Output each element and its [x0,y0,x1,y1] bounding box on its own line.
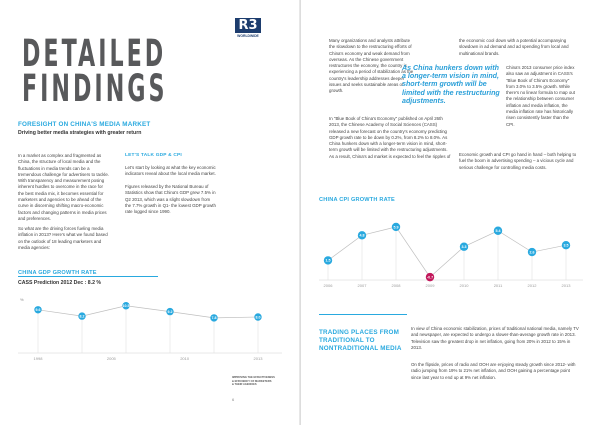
right-col2-para3: Economic growth and CPI go hand in hand – both helping to fuel the boom in advertising spending – a vicious cycle and serious challenge for controlling media costs. [459,152,577,170]
cpi-point-label: 4.8 [359,233,365,238]
cpi-tick-label: 2010 [459,283,469,288]
trading-para2: On the flipside, prices of radio and OOH are enjoying steady growth since 2012- with radio jumping from 19% to 21% net inflation, and OOH gaining a percentage point since last year to end up at 9% net inflation. [411,362,576,380]
trading-rule [319,314,407,315]
gdp-tick-label: 2005 [106,356,116,361]
r3-logo: R3 [235,18,261,33]
right-col1-para1: Many organizations and analysts attribute the slowdown to the restructuring efforts of China's economy and weak demand from overseas. As the Chinese government restructures the economy, the country is experiencing a period of stabilization as the country's leadership addresses deeper issues and seeks sustainable areas of growth. [329,38,414,94]
pull-quote: As China hunkers down with a longer-term vision in mind, short-term growth will be limited with the restructuring adjustments. [402,64,500,105]
gdp-point-label: 8.2 [79,314,85,319]
cpi-tick-label: 2007 [357,283,367,288]
page-number: 6 [232,397,235,402]
left-col2-para1: Let's start by looking at what the key economic indicators reveal about the local media market. [125,165,216,177]
gdp-point-label: 9.2 [167,309,173,314]
cpi-point-label: 5.9 [393,225,399,230]
gdp-point-label: 9.6 [35,308,41,313]
footer-line2: & EFFICIENCY OF MARKETERS [232,379,272,383]
trading-para1: In view of China economic stabilization, prices of traditional national media, namely TV and newspaper, are expected to undergo a slower-than-average growth rate in 2013. Television saw the greatest drop in net inflation, going from 20% in 2012 to 15% in 2013. [411,326,579,350]
cpi-point-label: 5.4 [495,229,501,234]
cpi-tick-label: 2011 [493,283,503,288]
gdp-tick-label: 1998 [33,356,43,361]
section-heading: FORESIGHT ON CHINA'S MEDIA MARKET [18,121,151,128]
right-col1-para2: In "Blue Book of China's Economy" published on April 26th 2013, the Chinese Academy of Social Sciences (CASS) released a new forecast on the country's economy predicting GDP growth rate to be down by 0.2%, from 8.2% to 8.0%. As China hunkers down with a longer-term vision in mind, short-term growth will be limited with the restructuring adjustments. As a result, China's ad market is expected to feel the ripples of [329,116,451,159]
gdp-line-chart [0,285,301,365]
left-col1-para1: In a market as complex and fragmented as China, the structure of local media and the fluctuations in media trends can be a tremendous challenge for advertisers to tackle. With transparency and measurement posing inherent hurdles to overcome in the race for the best media mix, it becomes essential for marketers and agencies to be ahead of the curve in discerning shifting macro-economic factors and changing patterns in media prices and preferences. [18,153,110,221]
gdp-chart-title-rule [18,276,158,277]
cpi-tick-label: 2009 [425,283,435,288]
cpi-chart-title: CHINA CPI GROWTH RATE [319,197,395,203]
trading-heading-line2: TRADITIONAL TO [319,337,375,344]
left-col1-para2: So what are the driving forces fueling media inflation in 2013? Here's what we found based on the outlook of 18 leading marketers and media agencies: [18,226,108,250]
gdp-chart-title: CHINA GDP GROWTH RATE [18,270,97,276]
title-detailed: DETAILED [22,32,167,75]
footer-line3: & THEIR AGENCIES [232,383,257,387]
right-col2-para2: China's 2013 consumer price index also saw an adjustment in CASS's "Blue Book of China's Economy" from 3.0% to 3.5% growth. While there's no linear formula to map out the relationship between consumer inflation and media inflation, the media inflation rate has historically risen consistently faster than the CPI. [506,65,575,127]
gdp-point-label: 8.0 [255,315,261,320]
gdp-tick-label: 2010 [180,356,190,361]
footer-line1: IMPROVING THE EFFECTIVENESS [232,376,275,379]
cpi-point-label: 3.5 [563,243,569,248]
gdp-tick-label: 2013 [253,356,263,361]
left-col2-para2: Figures released by the National Bureau of Statistics show that China's GDP grew 7.5% in Q2 2013, which was a slight slowdown from the 7.7% growth in Q1- the lowest GDP growth rate logged since 1990. [125,184,216,215]
trading-heading-line1: TRADING PLACES FROM [319,329,400,336]
trading-heading-line3: NONTRADITIONAL MEDIA [319,345,402,352]
cpi-point-label: -0.7 [426,275,434,280]
r3-logo-sub: WORLDWIDE [237,34,259,38]
right-col2-para1: the economic cool down with a potential accompanying slowdown in ad demand and ad spending from local and multinational brands. [459,38,569,56]
cpi-point-label: 2.6 [529,250,535,255]
cpi-tick-label: 2008 [391,283,401,288]
gdp-point-label: 7.8 [211,316,217,321]
cpi-tick-label: 2013 [561,283,571,288]
gdp-cpi-heading: LET'S TALK GDP & CPI [125,153,182,158]
cpi-tick-label: 2006 [323,283,333,288]
cpi-line-chart [301,205,600,297]
gdp-axis-mark: % [20,297,24,302]
cpi-point-label: 1.5 [325,258,331,263]
gdp-chart-subtitle: CASS Prediction 2012 Dec : 8.2 % [18,280,102,286]
gdp-point-label: 10.5 [122,304,130,309]
section-subheading: Driving better media strategies with greater return [18,130,142,136]
cpi-point-label: 3.3 [461,245,467,250]
cpi-tick-label: 2012 [527,283,537,288]
title-findings: FINDINGS [22,67,168,110]
